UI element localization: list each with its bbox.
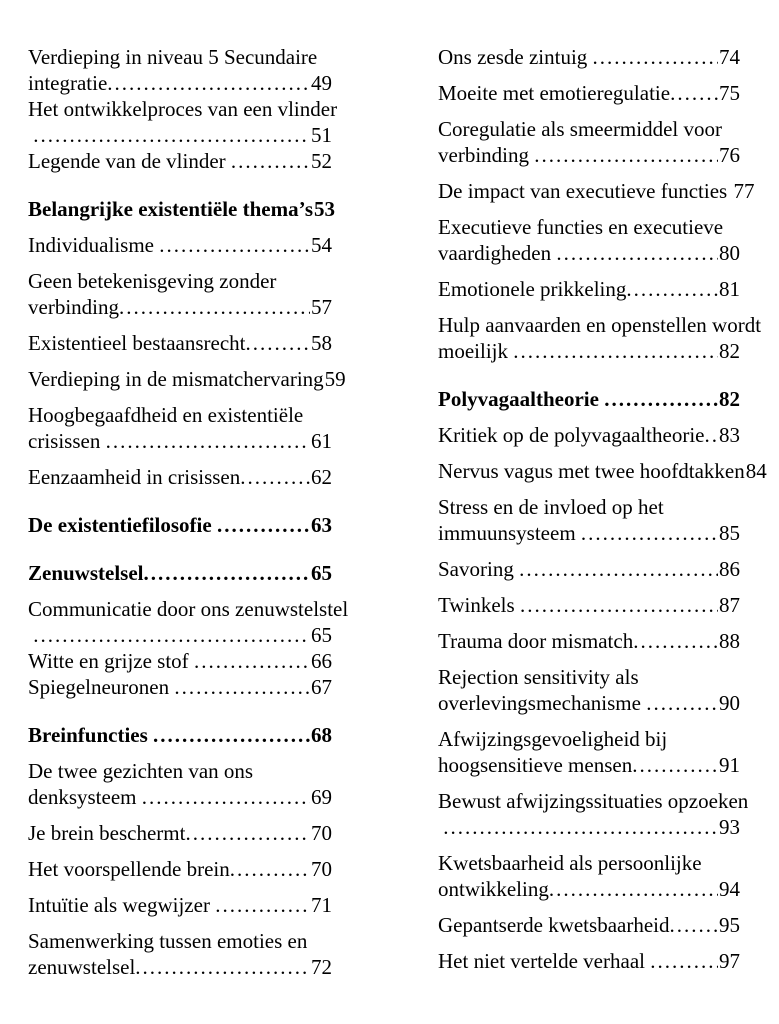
dot-leader — [194, 648, 310, 674]
dot-leader — [556, 240, 718, 266]
toc-entry-heading[interactable] — [28, 560, 368, 586]
toc-entry-text-line: Samenwerking tussen emoties en — [28, 929, 308, 953]
toc-entry-title: Savoring — [438, 557, 520, 581]
toc-entry[interactable] — [438, 458, 778, 484]
toc-entry[interactable] — [438, 44, 778, 70]
toc-entry-title: Existentieel bestaansrecht — [28, 331, 246, 355]
toc-entry-title: zenuwstelsel — [28, 955, 136, 979]
toc-entry-title: crisissen — [28, 429, 106, 453]
toc-entry-last-line — [28, 148, 332, 174]
toc-entry-last-line — [28, 674, 332, 700]
toc-page-number: 83 — [719, 423, 740, 447]
toc-entry[interactable] — [28, 674, 368, 700]
toc-page-number: 84 — [745, 459, 767, 483]
toc-entry-last-line — [28, 512, 332, 538]
toc-entry[interactable] — [438, 494, 778, 546]
toc-entry-title: Breinfuncties — [28, 723, 154, 747]
toc-entry-last-line — [28, 954, 332, 980]
toc-page-number: 91 — [719, 753, 740, 777]
toc-page-number: 68 — [311, 723, 332, 747]
toc-entry-last-line — [28, 560, 332, 586]
toc-entry[interactable] — [438, 726, 778, 778]
toc-entry-title: denksysteem — [28, 785, 142, 809]
toc-entry-title: Je brein beschermt — [28, 821, 186, 845]
toc-column-left — [28, 44, 368, 980]
toc-page-number: 62 — [311, 465, 332, 489]
toc-entry-last-line — [28, 122, 332, 148]
toc-entry-title: Moeite met emotieregulatie — [438, 81, 671, 105]
toc-entry-text-line: Stress en de invloed op het — [438, 495, 664, 519]
toc-entry-heading[interactable] — [28, 512, 368, 538]
toc-entry[interactable] — [28, 330, 368, 356]
toc-entry-last-line — [28, 294, 332, 320]
toc-entry-last-line — [438, 592, 740, 618]
toc-page-number: 86 — [719, 557, 740, 581]
toc-entry-last-line — [28, 784, 332, 810]
dot-leader — [593, 44, 718, 70]
toc-page-number: 63 — [311, 513, 332, 537]
toc-page-number: 90 — [719, 691, 740, 715]
toc-entry-title: Eenzaamheid in crisissen — [28, 465, 241, 489]
dot-leader — [142, 784, 310, 810]
toc-entry[interactable] — [28, 268, 368, 320]
toc-page-number: 77 — [733, 179, 755, 203]
toc-page-number: 94 — [719, 877, 740, 901]
toc-page-number: 65 — [311, 623, 332, 647]
toc-entry-last-line — [438, 876, 740, 902]
toc-page-number: 76 — [719, 143, 740, 167]
toc-entry-last-line — [28, 622, 332, 648]
toc-entry-last-line — [28, 366, 346, 392]
dot-leader — [705, 422, 719, 448]
toc-entry-title: Individualisme — [28, 233, 160, 257]
toc-entry[interactable] — [438, 178, 778, 204]
toc-entry-title: ontwikkeling — [438, 877, 549, 901]
toc-entry-last-line — [28, 464, 332, 490]
toc-entry[interactable] — [28, 232, 368, 258]
toc-entry-title: De existentiefilosofie — [28, 513, 217, 537]
toc-page-number: 75 — [719, 81, 740, 105]
toc-page-number: 70 — [311, 857, 332, 881]
toc-entry-last-line — [438, 458, 767, 484]
toc-page-number: 49 — [311, 71, 332, 95]
dot-leader — [144, 560, 311, 586]
toc-entry-title: Ons zesde zintuig — [438, 45, 593, 69]
toc-page-number: 82 — [719, 387, 740, 411]
toc-entry-title: Nervus vagus met twee hoofdtakken — [438, 459, 745, 483]
toc-page-number: 71 — [311, 893, 332, 917]
dot-leader — [135, 954, 310, 980]
toc-entry-title: Het voorspellende brein — [28, 857, 230, 881]
toc-entry[interactable] — [28, 856, 368, 882]
toc-entry-last-line — [28, 648, 332, 674]
toc-entry[interactable] — [438, 628, 778, 654]
dot-leader — [669, 912, 718, 938]
toc-entry[interactable] — [28, 148, 368, 174]
toc-page-number: 82 — [719, 339, 740, 363]
toc-entry-text-line: De twee gezichten van ons — [28, 759, 254, 783]
toc-page-number: 93 — [719, 815, 740, 839]
toc-page-number: 85 — [719, 521, 740, 545]
toc-entry-last-line — [28, 232, 332, 258]
toc-page-number: 95 — [719, 913, 740, 937]
toc-entry[interactable] — [438, 592, 778, 618]
toc-entry[interactable] — [28, 648, 368, 674]
toc-entry[interactable] — [438, 422, 778, 448]
toc-entry-heading[interactable] — [28, 196, 368, 222]
dot-leader — [107, 70, 310, 96]
toc-page-number: 59 — [324, 367, 346, 391]
toc-entry[interactable] — [438, 276, 778, 302]
toc-column-right — [438, 44, 778, 974]
toc-entry[interactable] — [438, 214, 778, 266]
dot-leader — [632, 752, 718, 778]
toc-page-number: 70 — [311, 821, 332, 845]
toc-entry[interactable] — [28, 402, 368, 454]
toc-entry-title: Belangrijke existentiële thema’s — [28, 197, 313, 221]
toc-page-number: 51 — [311, 123, 332, 147]
toc-entry-title: Emotionele prikkeling — [438, 277, 627, 301]
toc-page-number: 58 — [311, 331, 332, 355]
toc-entry-text-line: Communicatie door ons zenuwstelstel — [28, 597, 349, 621]
toc-page-number: 65 — [311, 561, 332, 585]
toc-page-number: 81 — [719, 277, 740, 301]
toc-page-number: 66 — [311, 649, 332, 673]
toc-page-number: 97 — [719, 949, 740, 973]
toc-entry-title: Polyvagaaltheorie — [438, 387, 605, 411]
dot-leader — [217, 512, 310, 538]
toc-entry-title: Het niet vertelde verhaal — [438, 949, 651, 973]
toc-entry-text-line: Hulp aanvaarden en openstellen wordt — [438, 313, 762, 337]
toc-entry-title: verbinding — [438, 143, 535, 167]
toc-page-number: 57 — [311, 295, 332, 319]
dot-leader — [534, 142, 718, 168]
toc-entry-text-line: Bewust afwijzingssituaties opzoeken — [438, 789, 749, 813]
toc-page-number: 61 — [311, 429, 332, 453]
toc-entry-last-line — [438, 752, 740, 778]
dot-leader — [519, 556, 718, 582]
toc-entry-heading[interactable] — [28, 722, 368, 748]
toc-page-number: 54 — [311, 233, 332, 257]
dot-leader — [159, 232, 310, 258]
toc-entry-last-line — [28, 892, 332, 918]
toc-page-number: 74 — [719, 45, 740, 69]
toc-entry-title: immuunsysteem — [438, 521, 581, 545]
toc-entry[interactable] — [28, 820, 368, 846]
dot-leader — [33, 122, 310, 148]
dot-leader — [106, 428, 310, 454]
toc-entry-text-line: Afwijzingsgevoeligheid bij — [438, 727, 668, 751]
toc-entry-text-line: Rejection sensitivity als — [438, 665, 639, 689]
toc-page-number: 72 — [311, 955, 332, 979]
toc-entry-last-line — [438, 422, 740, 448]
toc-entry[interactable] — [438, 664, 778, 716]
toc-entry-last-line — [28, 428, 332, 454]
toc-entry-text-line: Executieve functies en executieve — [438, 215, 724, 239]
toc-page-number: 88 — [719, 629, 740, 653]
toc-entry[interactable] — [438, 850, 778, 902]
toc-entry-title: De impact van executieve functies — [438, 179, 733, 203]
toc-entry-last-line — [438, 276, 740, 302]
toc-entry-last-line — [28, 820, 332, 846]
dot-leader — [549, 876, 718, 902]
toc-entry-last-line — [438, 80, 740, 106]
dot-leader — [231, 148, 310, 174]
dot-leader — [581, 520, 718, 546]
toc-entry-title: Gepantserde kwetsbaarheid — [438, 913, 670, 937]
toc-entry-title: Legende van de vlinder — [28, 149, 231, 173]
toc-entry-title: Zenuwstelsel — [28, 561, 144, 585]
toc-entry-last-line — [438, 628, 740, 654]
toc-page-number: 87 — [719, 593, 740, 617]
toc-entry[interactable] — [28, 366, 368, 392]
toc-entry-last-line — [28, 70, 332, 96]
dot-leader — [604, 386, 718, 412]
dot-leader — [230, 856, 310, 882]
toc-page-number: 80 — [719, 241, 740, 265]
toc-entry-text-line: Het ontwikkelproces van een vlinder — [28, 97, 338, 121]
toc-entry-last-line — [438, 240, 740, 266]
toc-entry-title: hoogsensitieve mensen — [438, 753, 633, 777]
toc-entry-text-line: Verdieping in niveau 5 Secundaire — [28, 45, 318, 69]
toc-entry-text-line: Kwetsbaarheid als persoonlijke — [438, 851, 702, 875]
toc-page-number: 52 — [311, 149, 332, 173]
toc-entry[interactable] — [438, 312, 778, 364]
toc-entry-last-line — [28, 196, 335, 222]
toc-entry-title: Spiegelneuronen — [28, 675, 175, 699]
toc-entry[interactable] — [438, 80, 778, 106]
toc-entry[interactable] — [28, 892, 368, 918]
toc-entry-title: Twinkels — [438, 593, 520, 617]
toc-entry-title: vaardigheden — [438, 241, 557, 265]
toc-entry-last-line — [28, 856, 332, 882]
toc-entry-title: Witte en grijze stof — [28, 649, 194, 673]
toc-entry[interactable] — [28, 928, 368, 980]
dot-leader — [626, 276, 718, 302]
dot-leader — [153, 722, 310, 748]
toc-entry-last-line — [438, 178, 755, 204]
toc-entry-title: Kritiek op de polyvagaaltheorie — [438, 423, 705, 447]
toc-entry[interactable] — [438, 116, 778, 168]
toc-entry-last-line — [28, 330, 332, 356]
toc-entry-last-line — [438, 44, 740, 70]
toc-entry[interactable] — [28, 464, 368, 490]
dot-leader — [513, 338, 718, 364]
dot-leader — [246, 330, 311, 356]
toc-entry-text-line: Geen betekenisgeving zonder — [28, 269, 277, 293]
toc-entry-last-line — [438, 948, 740, 974]
dot-leader — [520, 592, 718, 618]
dot-leader — [185, 820, 310, 846]
toc-entry[interactable] — [28, 596, 368, 648]
toc-entry-title: Verdieping in de mismatchervaring — [28, 367, 324, 391]
toc-entry-title: overlevingsmechanisme — [438, 691, 647, 715]
toc-entry-last-line — [28, 722, 332, 748]
toc-entry-title: verbinding — [28, 295, 119, 319]
toc-entry[interactable] — [28, 758, 368, 810]
dot-leader — [646, 690, 718, 716]
toc-entry-last-line — [438, 142, 740, 168]
toc-entry[interactable] — [28, 96, 368, 148]
toc-entry-text-line: Hoogbegaafdheid en existentiële — [28, 403, 304, 427]
toc-page-number: 69 — [311, 785, 332, 809]
toc-entry-title: moeilijk — [438, 339, 514, 363]
toc-entry-last-line — [438, 338, 740, 364]
dot-leader — [240, 464, 310, 490]
toc-entry-title: integratie — [28, 71, 108, 95]
toc-entry-title: Trauma door mismatch — [438, 629, 634, 653]
toc-entry-heading[interactable] — [438, 386, 778, 412]
toc-entry[interactable] — [438, 948, 778, 974]
toc-page-number: 53 — [314, 197, 335, 221]
dot-leader — [443, 814, 718, 840]
toc-entry[interactable] — [438, 912, 778, 938]
dot-leader — [633, 628, 718, 654]
toc-page-number: 67 — [311, 675, 332, 699]
toc-entry-title: Intuïtie als wegwijzer — [28, 893, 216, 917]
toc-entry[interactable] — [28, 44, 368, 96]
dot-leader — [215, 892, 310, 918]
dot-leader — [174, 674, 310, 700]
toc-entry-last-line — [438, 520, 740, 546]
toc-entry-last-line — [438, 814, 740, 840]
dot-leader — [33, 622, 310, 648]
toc-entry-last-line — [438, 912, 740, 938]
toc-entry-last-line — [438, 386, 740, 412]
dot-leader — [670, 80, 718, 106]
dot-leader — [650, 948, 718, 974]
toc-entry-text-line: Coregulatie als smeermiddel voor — [438, 117, 723, 141]
toc-entry-last-line — [438, 556, 740, 582]
dot-leader — [119, 294, 310, 320]
toc-entry[interactable] — [438, 788, 778, 840]
toc-entry[interactable] — [438, 556, 778, 582]
toc-entry-last-line — [438, 690, 740, 716]
